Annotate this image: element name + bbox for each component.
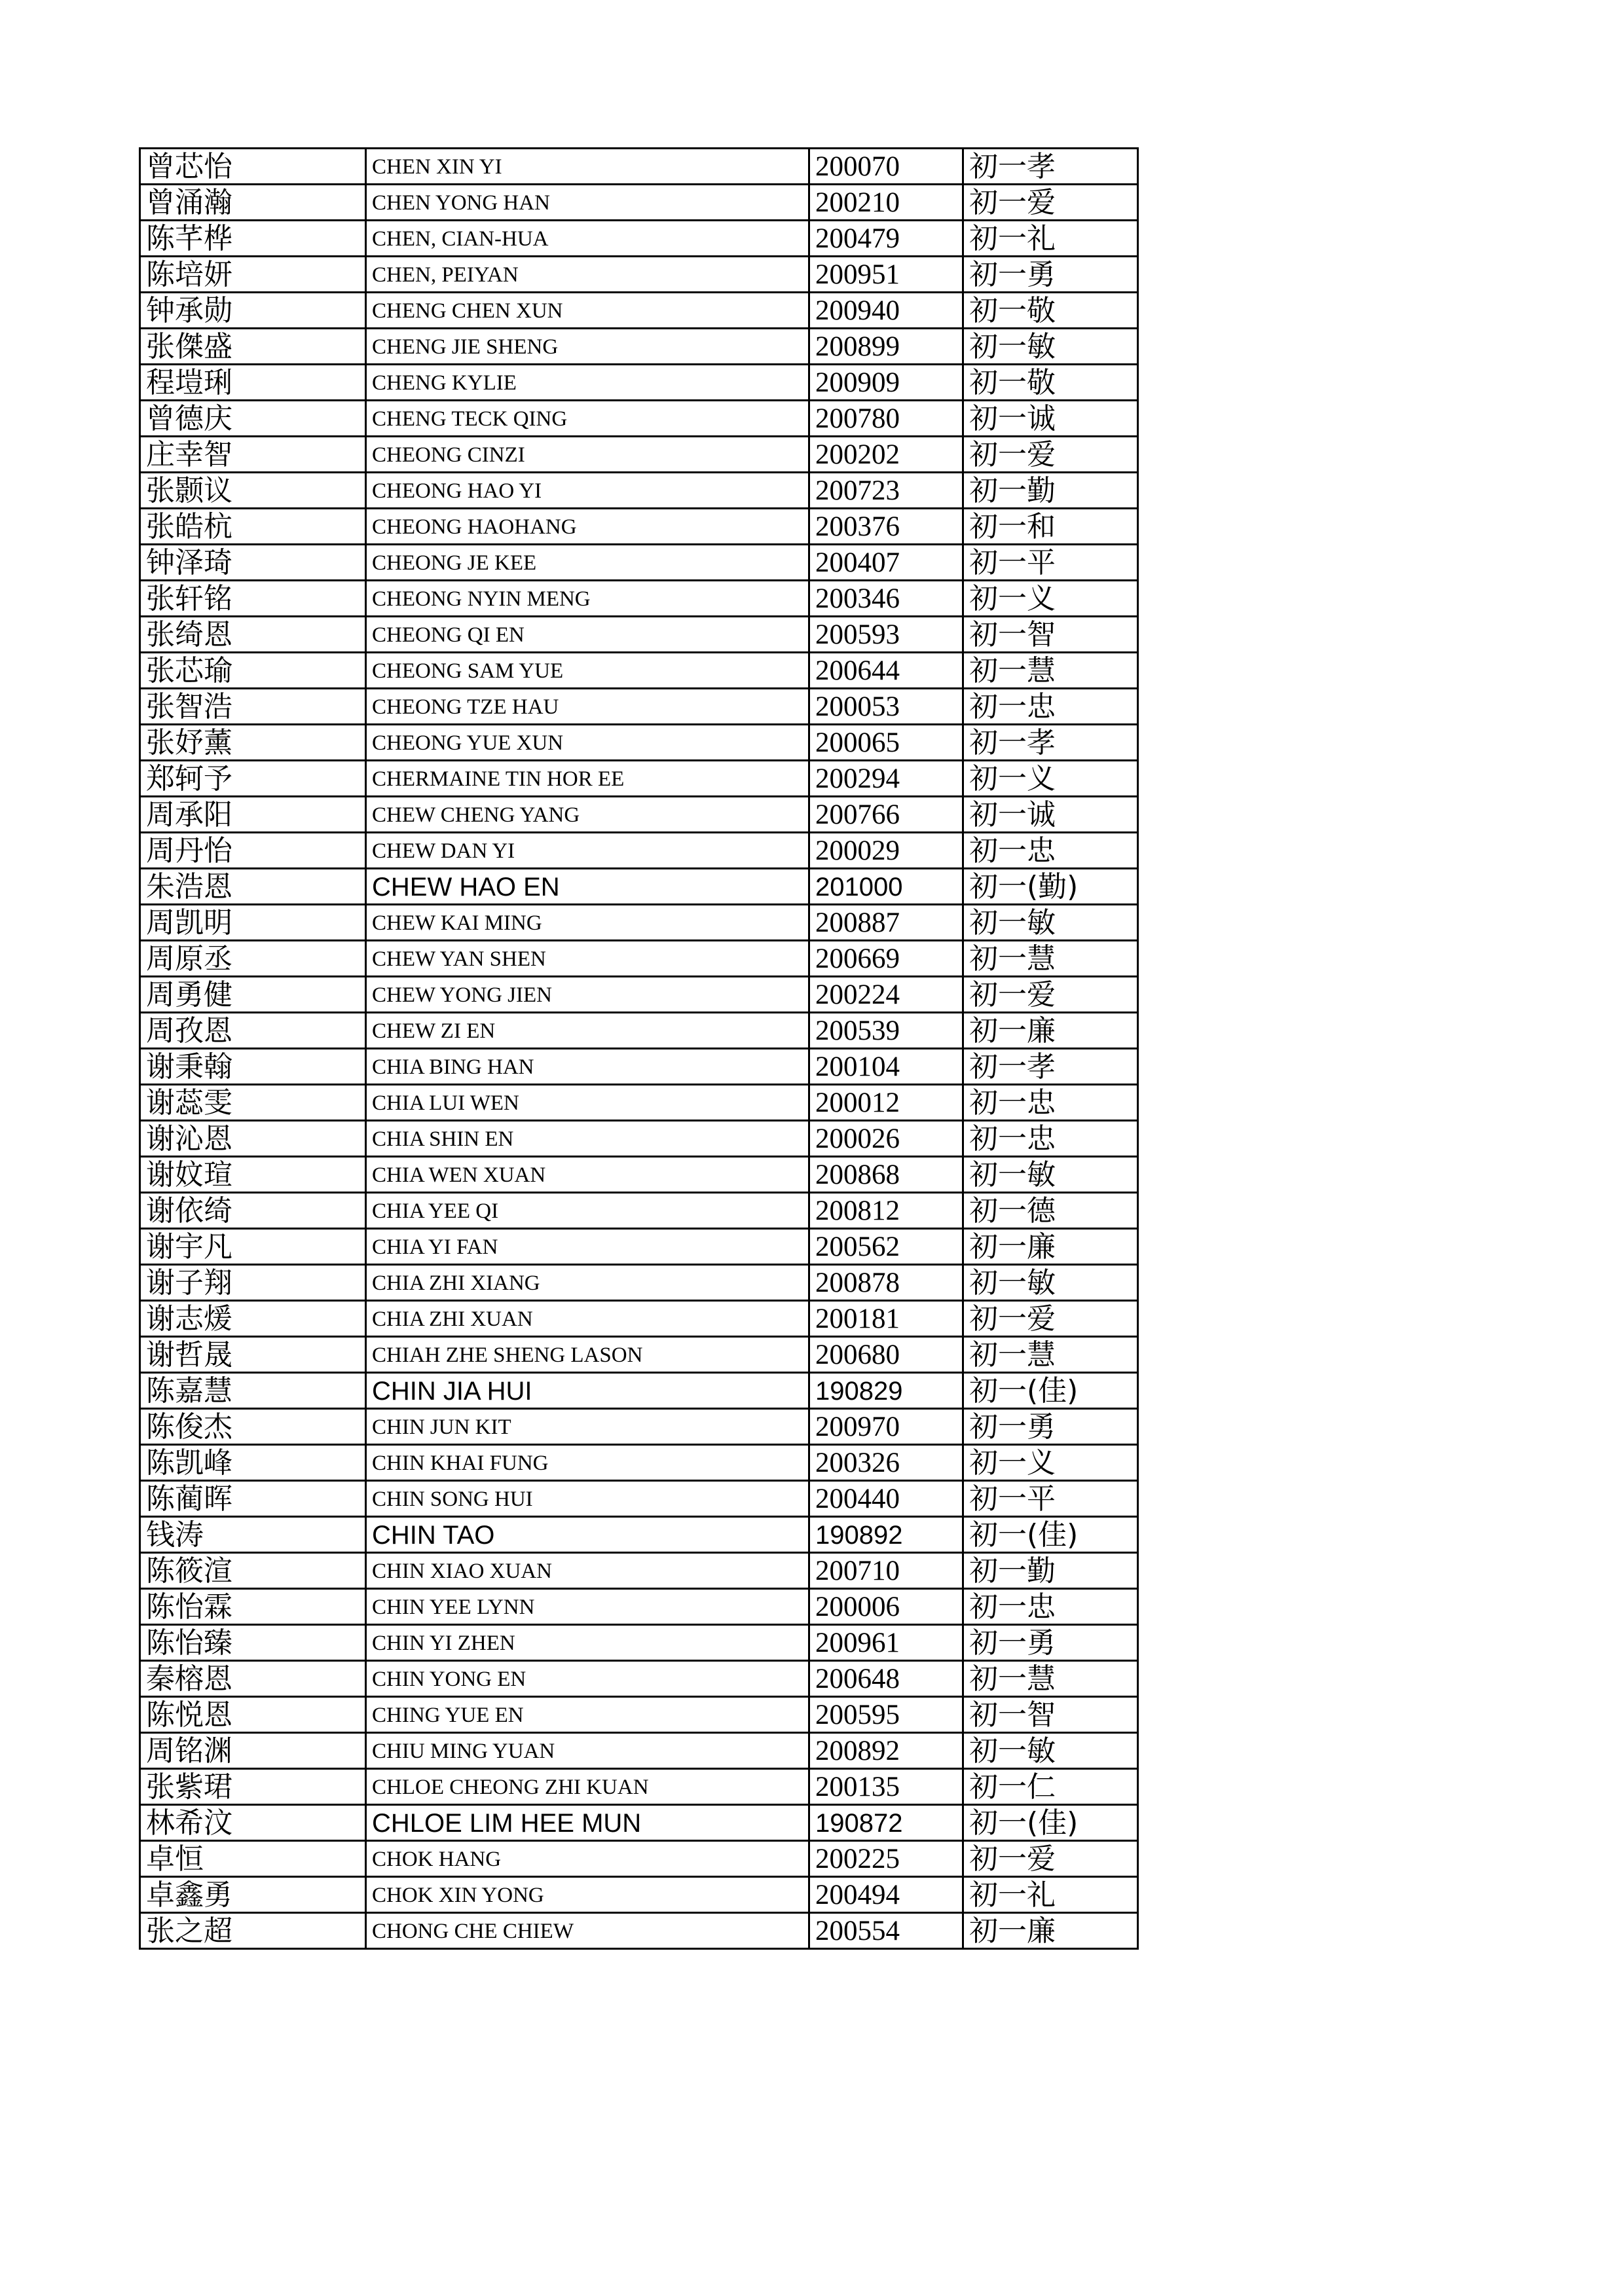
class-cell: 初一敏: [963, 1265, 1138, 1301]
chinese-name-cell: 张紫珺: [140, 1769, 366, 1805]
class-cell: 初一和: [963, 509, 1138, 545]
class-cell: 初一诚: [963, 401, 1138, 437]
class-cell: 初一(佳): [963, 1517, 1138, 1553]
english-name-cell: CHEW HAO EN: [366, 869, 809, 905]
english-name-cell: CHIAH ZHE SHENG LASON: [366, 1337, 809, 1373]
chinese-name-cell: 陈俊杰: [140, 1409, 366, 1445]
chinese-name-cell: 张芯瑜: [140, 653, 366, 689]
class-cell: 初一廉: [963, 1229, 1138, 1265]
student-id-cell: 200868: [809, 1157, 963, 1193]
class-cell: 初一慧: [963, 1661, 1138, 1697]
class-cell: 初一慧: [963, 653, 1138, 689]
english-name-cell: CHIN SONG HUI: [366, 1481, 809, 1517]
student-id-cell: 200878: [809, 1265, 963, 1301]
class-cell: 初一义: [963, 761, 1138, 797]
chinese-name-cell: 陈怡霖: [140, 1589, 366, 1625]
class-cell: 初一孝: [963, 149, 1138, 185]
student-id-cell: 200225: [809, 1841, 963, 1877]
class-cell: 初一义: [963, 581, 1138, 617]
student-id-cell: 200012: [809, 1085, 963, 1121]
english-name-cell: CHENG TECK QING: [366, 401, 809, 437]
chinese-name-cell: 陈蔺晖: [140, 1481, 366, 1517]
student-id-cell: 200593: [809, 617, 963, 653]
chinese-name-cell: 卓恒: [140, 1841, 366, 1877]
english-name-cell: CHEW DAN YI: [366, 833, 809, 869]
table-row: [140, 437, 1138, 473]
english-name-cell: CHLOE LIM HEE MUN: [366, 1805, 809, 1841]
student-id-cell: 200680: [809, 1337, 963, 1373]
english-name-cell: CHIN KHAI FUNG: [366, 1445, 809, 1481]
chinese-name-cell: 郑轲予: [140, 761, 366, 797]
table-row: [140, 617, 1138, 653]
table-row: [140, 1481, 1138, 1517]
english-name-cell: CHOK HANG: [366, 1841, 809, 1877]
table-row: [140, 149, 1138, 185]
student-id-cell: 200210: [809, 185, 963, 221]
class-cell: 初一平: [963, 545, 1138, 581]
student-id-cell: 200554: [809, 1913, 963, 1949]
chinese-name-cell: 林希汶: [140, 1805, 366, 1841]
table-row: [140, 833, 1138, 869]
chinese-name-cell: 陈怡臻: [140, 1625, 366, 1661]
student-id-cell: 200970: [809, 1409, 963, 1445]
chinese-name-cell: 钱涛: [140, 1517, 366, 1553]
student-id-cell: 200026: [809, 1121, 963, 1157]
table-row: [140, 869, 1138, 905]
chinese-name-cell: 卓鑫勇: [140, 1877, 366, 1913]
english-name-cell: CHIA YEE QI: [366, 1193, 809, 1229]
student-id-cell: 201000: [809, 869, 963, 905]
english-name-cell: CHEW CHENG YANG: [366, 797, 809, 833]
table-row: [140, 401, 1138, 437]
chinese-name-cell: 张轩铭: [140, 581, 366, 617]
student-id-cell: 200181: [809, 1301, 963, 1337]
english-name-cell: CHEONG YUE XUN: [366, 725, 809, 761]
chinese-name-cell: 张妤薰: [140, 725, 366, 761]
english-name-cell: CHEONG TZE HAU: [366, 689, 809, 725]
table-row: [140, 545, 1138, 581]
class-cell: 初一孝: [963, 1049, 1138, 1085]
english-name-cell: CHIN TAO: [366, 1517, 809, 1553]
student-id-cell: 200669: [809, 941, 963, 977]
table-row: [140, 221, 1138, 257]
english-name-cell: CHEONG QI EN: [366, 617, 809, 653]
table-row: [140, 1013, 1138, 1049]
english-name-cell: CHEONG NYIN MENG: [366, 581, 809, 617]
table-row: [140, 1265, 1138, 1301]
table-row: [140, 1841, 1138, 1877]
chinese-name-cell: 陈凯峰: [140, 1445, 366, 1481]
table-row: [140, 1553, 1138, 1589]
english-name-cell: CHENG CHEN XUN: [366, 293, 809, 329]
class-cell: 初一孝: [963, 725, 1138, 761]
english-name-cell: CHING YUE EN: [366, 1697, 809, 1733]
chinese-name-cell: 谢秉翰: [140, 1049, 366, 1085]
student-id-cell: 200376: [809, 509, 963, 545]
class-cell: 初一慧: [963, 941, 1138, 977]
chinese-name-cell: 谢哲晟: [140, 1337, 366, 1373]
class-cell: 初一敏: [963, 1733, 1138, 1769]
english-name-cell: CHIA ZHI XIANG: [366, 1265, 809, 1301]
student-id-cell: 200940: [809, 293, 963, 329]
english-name-cell: CHLOE CHEONG ZHI KUAN: [366, 1769, 809, 1805]
table-row: [140, 1445, 1138, 1481]
english-name-cell: CHIA ZHI XUAN: [366, 1301, 809, 1337]
english-name-cell: CHEN XIN YI: [366, 149, 809, 185]
english-name-cell: CHEN, PEIYAN: [366, 257, 809, 293]
class-cell: 初一忠: [963, 689, 1138, 725]
chinese-name-cell: 陈悦恩: [140, 1697, 366, 1733]
class-cell: 初一爱: [963, 977, 1138, 1013]
student-id-cell: 200065: [809, 725, 963, 761]
table-row: [140, 725, 1138, 761]
table-row: [140, 1301, 1138, 1337]
table-row: [140, 1661, 1138, 1697]
english-name-cell: CHEW KAI MING: [366, 905, 809, 941]
student-id-cell: 200202: [809, 437, 963, 473]
class-cell: 初一礼: [963, 1877, 1138, 1913]
chinese-name-cell: 钟泽琦: [140, 545, 366, 581]
english-name-cell: CHIA SHIN EN: [366, 1121, 809, 1157]
table-row: [140, 1373, 1138, 1409]
english-name-cell: CHIA WEN XUAN: [366, 1157, 809, 1193]
table-row: [140, 1337, 1138, 1373]
chinese-name-cell: 张傑盛: [140, 329, 366, 365]
class-cell: 初一敬: [963, 293, 1138, 329]
student-id-cell: 200104: [809, 1049, 963, 1085]
class-cell: 初一礼: [963, 221, 1138, 257]
table-row: [140, 1625, 1138, 1661]
table-row: [140, 1049, 1138, 1085]
student-id-cell: 200595: [809, 1697, 963, 1733]
english-name-cell: CHIN YEE LYNN: [366, 1589, 809, 1625]
class-cell: 初一爱: [963, 437, 1138, 473]
english-name-cell: CHONG CHE CHIEW: [366, 1913, 809, 1949]
class-cell: 初一慧: [963, 1337, 1138, 1373]
table-row: [140, 293, 1138, 329]
table-row: [140, 1697, 1138, 1733]
chinese-name-cell: 周承阳: [140, 797, 366, 833]
student-id-cell: 200070: [809, 149, 963, 185]
table-row: [140, 1733, 1138, 1769]
chinese-name-cell: 周丹怡: [140, 833, 366, 869]
english-name-cell: CHIN JUN KIT: [366, 1409, 809, 1445]
student-id-cell: 200766: [809, 797, 963, 833]
student-list-body: [140, 149, 1138, 1949]
class-cell: 初一(勤): [963, 869, 1138, 905]
english-name-cell: CHIU MING YUAN: [366, 1733, 809, 1769]
chinese-name-cell: 谢沁恩: [140, 1121, 366, 1157]
student-id-cell: 200440: [809, 1481, 963, 1517]
english-name-cell: CHEW YAN SHEN: [366, 941, 809, 977]
class-cell: 初一诚: [963, 797, 1138, 833]
chinese-name-cell: 张皓杭: [140, 509, 366, 545]
chinese-name-cell: 陈芊桦: [140, 221, 366, 257]
student-list-table: [139, 147, 1139, 1950]
chinese-name-cell: 周孜恩: [140, 1013, 366, 1049]
student-id-cell: 200961: [809, 1625, 963, 1661]
chinese-name-cell: 曾德庆: [140, 401, 366, 437]
chinese-name-cell: 曾涌瀚: [140, 185, 366, 221]
class-cell: 初一勇: [963, 1625, 1138, 1661]
student-id-cell: 200006: [809, 1589, 963, 1625]
english-name-cell: CHIN YONG EN: [366, 1661, 809, 1697]
table-row: [140, 473, 1138, 509]
table-row: [140, 509, 1138, 545]
chinese-name-cell: 谢宇凡: [140, 1229, 366, 1265]
chinese-name-cell: 谢志煖: [140, 1301, 366, 1337]
student-id-cell: 200562: [809, 1229, 963, 1265]
student-id-cell: 200723: [809, 473, 963, 509]
student-id-cell: 200539: [809, 1013, 963, 1049]
class-cell: 初一敏: [963, 905, 1138, 941]
table-row: [140, 1769, 1138, 1805]
class-cell: 初一勤: [963, 473, 1138, 509]
class-cell: 初一敏: [963, 329, 1138, 365]
student-id-cell: 200407: [809, 545, 963, 581]
chinese-name-cell: 张绮恩: [140, 617, 366, 653]
chinese-name-cell: 谢依绮: [140, 1193, 366, 1229]
class-cell: 初一忠: [963, 1121, 1138, 1157]
student-id-cell: 190872: [809, 1805, 963, 1841]
class-cell: 初一义: [963, 1445, 1138, 1481]
student-id-cell: 200494: [809, 1877, 963, 1913]
chinese-name-cell: 钟承勋: [140, 293, 366, 329]
table-row: [140, 1157, 1138, 1193]
english-name-cell: CHIA YI FAN: [366, 1229, 809, 1265]
class-cell: 初一爱: [963, 1301, 1138, 1337]
english-name-cell: CHENG JIE SHENG: [366, 329, 809, 365]
student-id-cell: 200644: [809, 653, 963, 689]
english-name-cell: CHEONG JE KEE: [366, 545, 809, 581]
chinese-name-cell: 庄幸智: [140, 437, 366, 473]
table-row: [140, 329, 1138, 365]
student-id-cell: 190829: [809, 1373, 963, 1409]
class-cell: 初一勇: [963, 257, 1138, 293]
class-cell: 初一勇: [963, 1409, 1138, 1445]
chinese-name-cell: 朱浩恩: [140, 869, 366, 905]
student-id-cell: 190892: [809, 1517, 963, 1553]
table-row: [140, 905, 1138, 941]
table-row: [140, 977, 1138, 1013]
chinese-name-cell: 陈培妍: [140, 257, 366, 293]
student-id-cell: 200892: [809, 1733, 963, 1769]
student-id-cell: 200029: [809, 833, 963, 869]
student-id-cell: 200909: [809, 365, 963, 401]
chinese-name-cell: 周原丞: [140, 941, 366, 977]
english-name-cell: CHEN YONG HAN: [366, 185, 809, 221]
table-row: [140, 653, 1138, 689]
student-id-cell: 200899: [809, 329, 963, 365]
english-name-cell: CHEONG HAO YI: [366, 473, 809, 509]
student-id-cell: 200224: [809, 977, 963, 1013]
table-row: [140, 1913, 1138, 1949]
class-cell: 初一敬: [963, 365, 1138, 401]
table-row: [140, 1517, 1138, 1553]
chinese-name-cell: 谢子翔: [140, 1265, 366, 1301]
chinese-name-cell: 张智浩: [140, 689, 366, 725]
english-name-cell: CHEW YONG JIEN: [366, 977, 809, 1013]
english-name-cell: CHIN XIAO XUAN: [366, 1553, 809, 1589]
class-cell: 初一廉: [963, 1013, 1138, 1049]
table-row: [140, 761, 1138, 797]
table-row: [140, 185, 1138, 221]
chinese-name-cell: 陈嘉慧: [140, 1373, 366, 1409]
student-id-cell: 200710: [809, 1553, 963, 1589]
table-row: [140, 1409, 1138, 1445]
table-row: [140, 1193, 1138, 1229]
chinese-name-cell: 陈筱渲: [140, 1553, 366, 1589]
chinese-name-cell: 周凯明: [140, 905, 366, 941]
chinese-name-cell: 谢蕊雯: [140, 1085, 366, 1121]
english-name-cell: CHEN, CIAN-HUA: [366, 221, 809, 257]
english-name-cell: CHIA LUI WEN: [366, 1085, 809, 1121]
class-cell: 初一仁: [963, 1769, 1138, 1805]
english-name-cell: CHIN JIA HUI: [366, 1373, 809, 1409]
class-cell: 初一爱: [963, 1841, 1138, 1877]
table-row: [140, 689, 1138, 725]
student-id-cell: 200887: [809, 905, 963, 941]
student-id-cell: 200346: [809, 581, 963, 617]
english-name-cell: CHIA BING HAN: [366, 1049, 809, 1085]
table-row: [140, 365, 1138, 401]
class-cell: 初一忠: [963, 1085, 1138, 1121]
table-row: [140, 941, 1138, 977]
student-id-cell: 200812: [809, 1193, 963, 1229]
english-name-cell: CHEW ZI EN: [366, 1013, 809, 1049]
table-row: [140, 797, 1138, 833]
class-cell: 初一智: [963, 1697, 1138, 1733]
chinese-name-cell: 程塏琍: [140, 365, 366, 401]
student-id-cell: 200326: [809, 1445, 963, 1481]
class-cell: 初一(佳): [963, 1805, 1138, 1841]
english-name-cell: CHIN YI ZHEN: [366, 1625, 809, 1661]
table-row: [140, 581, 1138, 617]
table-row: [140, 1085, 1138, 1121]
table-row: [140, 1589, 1138, 1625]
chinese-name-cell: 曾芯怡: [140, 149, 366, 185]
student-id-cell: 200294: [809, 761, 963, 797]
english-name-cell: CHERMAINE TIN HOR EE: [366, 761, 809, 797]
chinese-name-cell: 张之超: [140, 1913, 366, 1949]
english-name-cell: CHEONG CINZI: [366, 437, 809, 473]
english-name-cell: CHEONG HAOHANG: [366, 509, 809, 545]
chinese-name-cell: 张颢议: [140, 473, 366, 509]
student-id-cell: 200780: [809, 401, 963, 437]
english-name-cell: CHEONG SAM YUE: [366, 653, 809, 689]
chinese-name-cell: 周勇健: [140, 977, 366, 1013]
table-row: [140, 1121, 1138, 1157]
class-cell: 初一忠: [963, 833, 1138, 869]
chinese-name-cell: 谢妏瑄: [140, 1157, 366, 1193]
student-id-cell: 200053: [809, 689, 963, 725]
table-row: [140, 257, 1138, 293]
class-cell: 初一廉: [963, 1913, 1138, 1949]
student-id-cell: 200479: [809, 221, 963, 257]
table-row: [140, 1805, 1138, 1841]
english-name-cell: CHENG KYLIE: [366, 365, 809, 401]
english-name-cell: CHOK XIN YONG: [366, 1877, 809, 1913]
class-cell: 初一平: [963, 1481, 1138, 1517]
table-row: [140, 1877, 1138, 1913]
class-cell: 初一敏: [963, 1157, 1138, 1193]
class-cell: 初一忠: [963, 1589, 1138, 1625]
table-row: [140, 1229, 1138, 1265]
student-id-cell: 200135: [809, 1769, 963, 1805]
chinese-name-cell: 秦榕恩: [140, 1661, 366, 1697]
class-cell: 初一(佳): [963, 1373, 1138, 1409]
student-id-cell: 200648: [809, 1661, 963, 1697]
class-cell: 初一德: [963, 1193, 1138, 1229]
student-id-cell: 200951: [809, 257, 963, 293]
chinese-name-cell: 周铭渊: [140, 1733, 366, 1769]
class-cell: 初一智: [963, 617, 1138, 653]
class-cell: 初一勤: [963, 1553, 1138, 1589]
class-cell: 初一爱: [963, 185, 1138, 221]
